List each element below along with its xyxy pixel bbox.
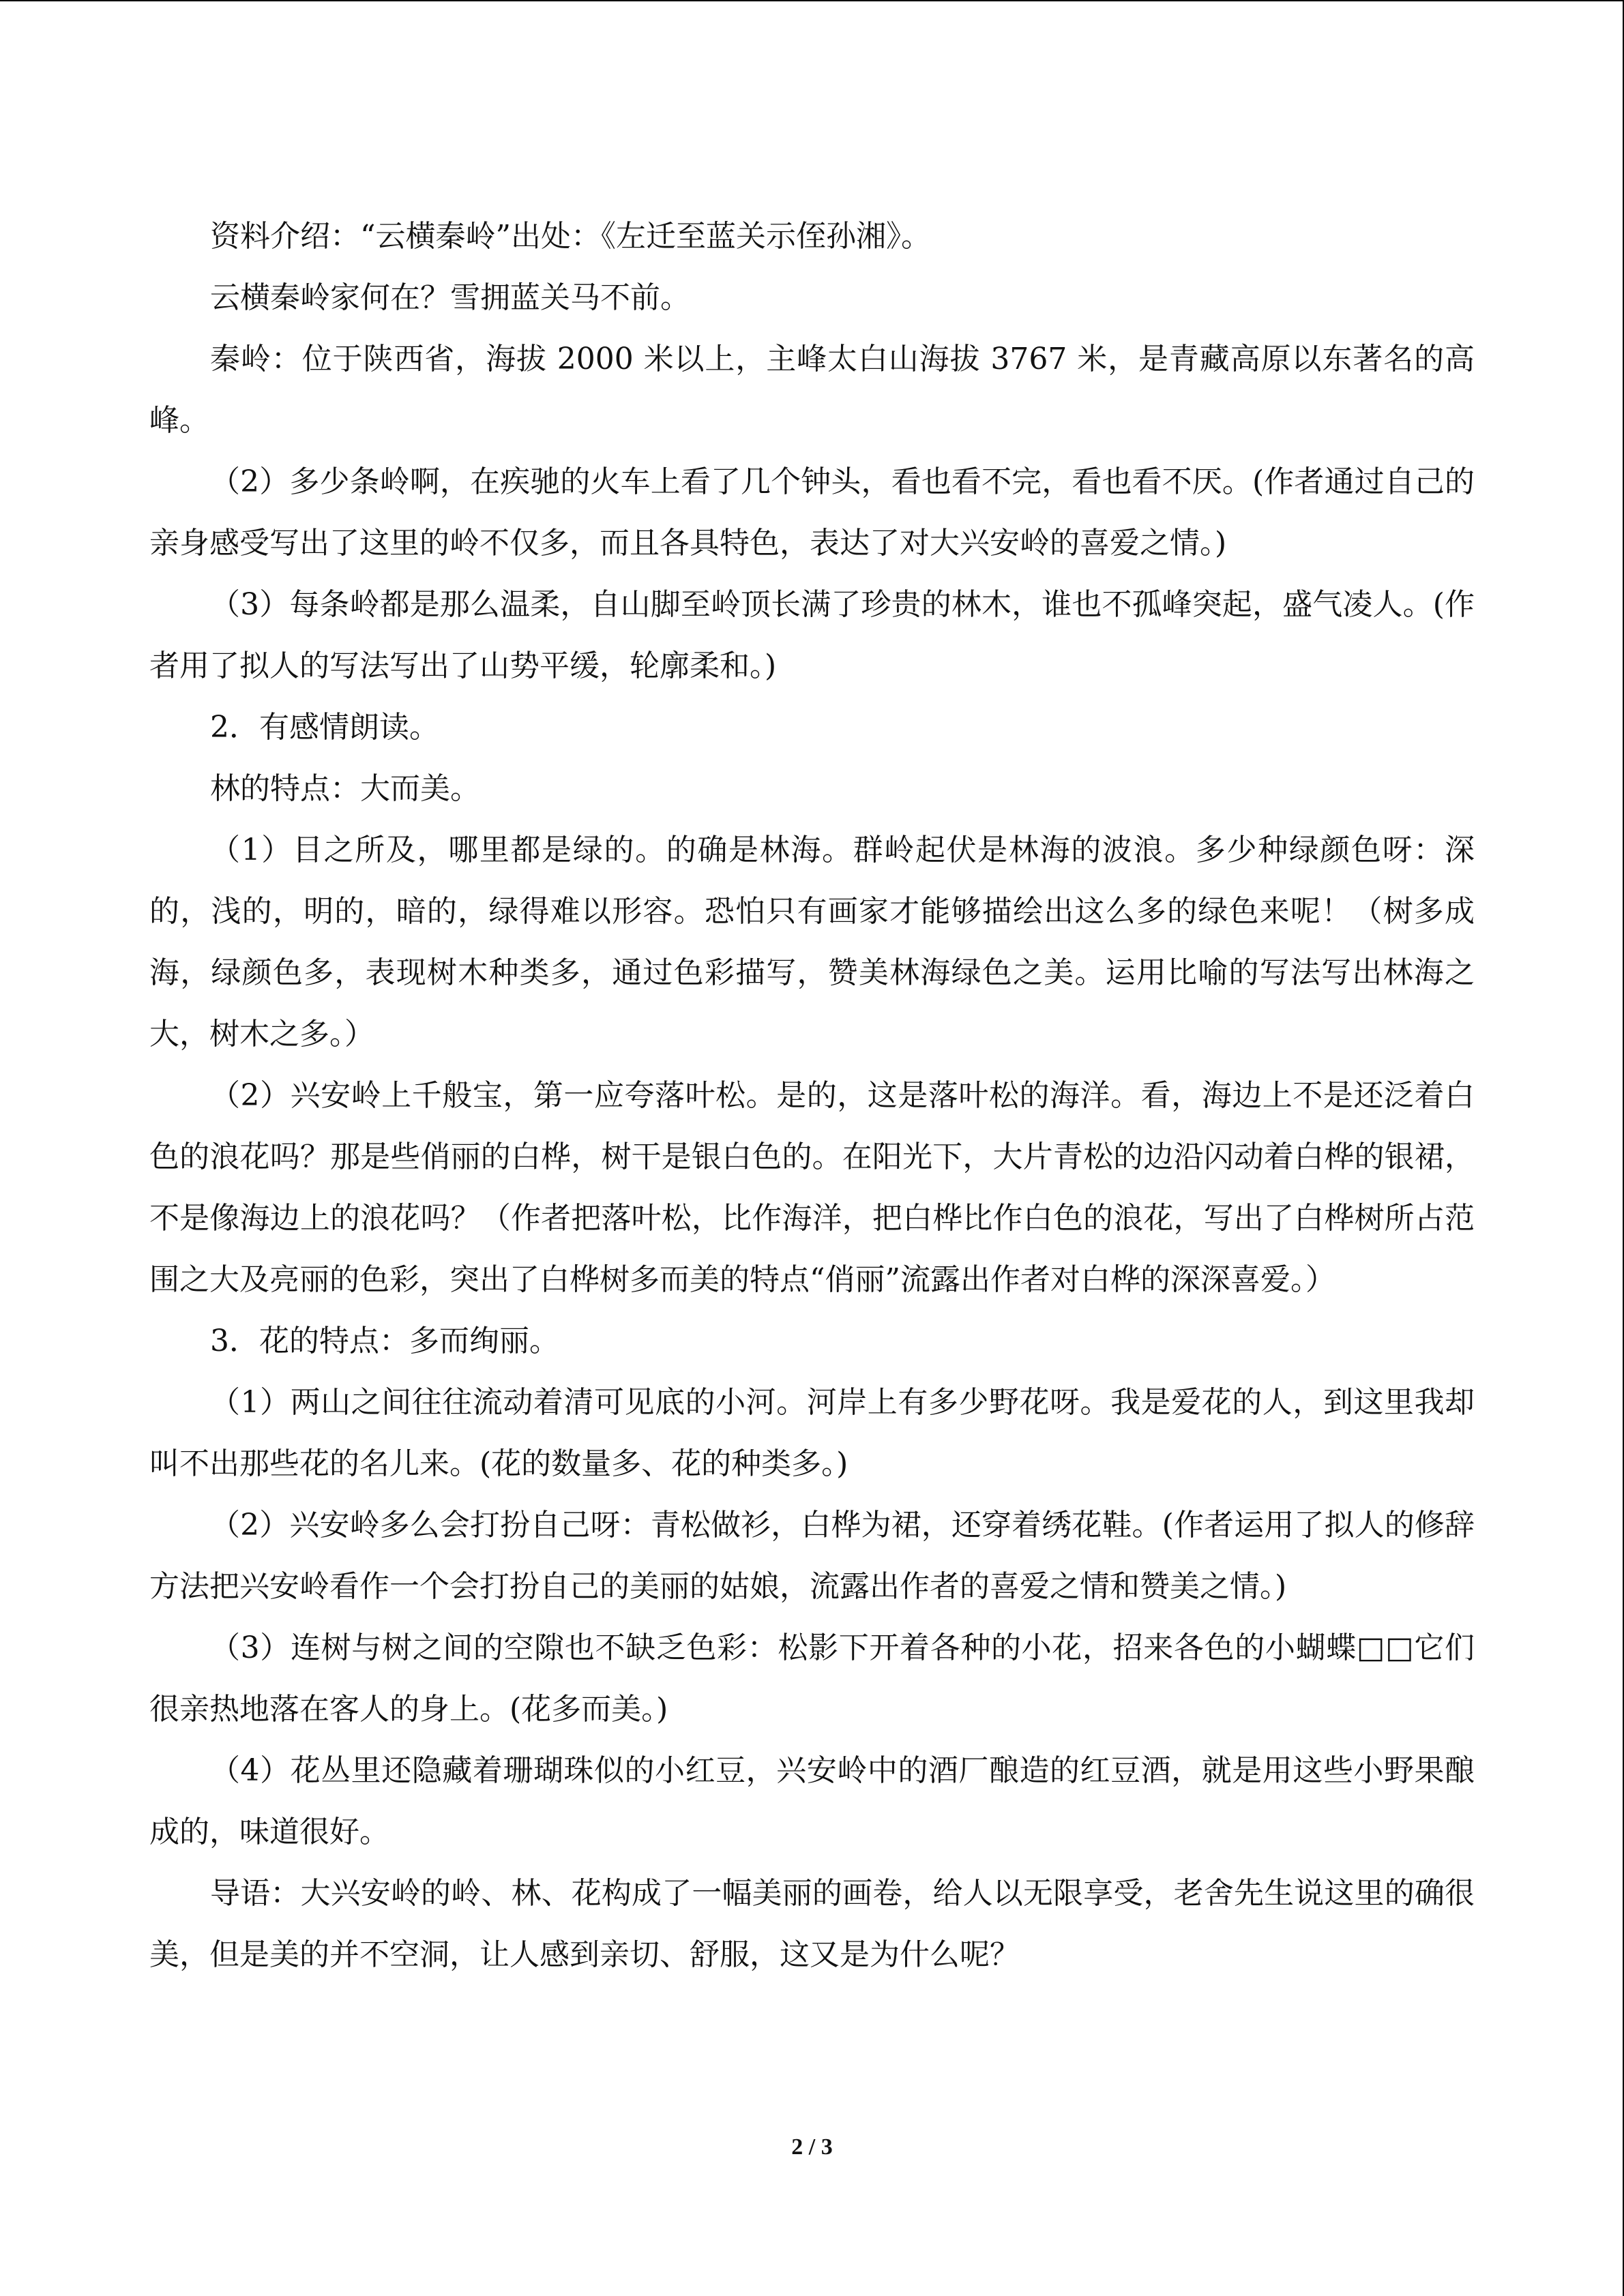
paragraph-flower-1: （1）两山之间往往流动着清可见底的小河。河岸上有多少野花呀。我是爱花的人，到这里我却叫不出那些花的名儿来。(花的数量多、花的种类多。) (149, 1385, 1475, 1481)
paragraph-forest-2: （2）兴安岭上千般宝，第一应夸落叶松。是的，这是落叶松的海洋。看，海边上不是还泛着白色的浪花吗？那是些俏丽的白桦，树干是银白色的。在阳光下，大片青松的边沿闪动着白桦的银裙，不是像海边上的浪花吗？（作者把落叶松，比作海洋，把白桦比作白色的浪花，写出了白桦树所占范围之大及亮丽的色彩，突出了白桦树多而美的特点“俏丽”流露出作者对白桦的深深喜爱。） (149, 1078, 1475, 1297)
paragraph-forest-1: （1）目之所及，哪里都是绿的。的确是林海。群岭起伏是林海的波浪。多少种绿颜色呀：深的，浅的，明的，暗的，绿得难以形容。恐怕只有画家才能够描绘出这么多的绿色来呢！（树多成海，绿颜色多，表现树木种类多，通过色彩描写，赞美林海绿色之美。运用比喻的写法写出林海之大，树木之多。） (149, 833, 1475, 1052)
paragraph-flower-2: （2）兴安岭多么会打扮自己呀：青松做衫，白桦为裙，还穿着绣花鞋。(作者运用了拟人的修辞方法把兴安岭看作一个会打扮自己的美丽的姑娘，流露出作者的喜爱之情和赞美之情。) (149, 1508, 1475, 1604)
paragraph-ling-2: （2）多少条岭啊，在疾驰的火车上看了几个钟头，看也看不完，看也看不厌。(作者通过自己的亲身感受写出了这里的岭不仅多，而且各具特色，表达了对大兴安岭的喜爱之情。) (149, 464, 1475, 561)
paragraph-flower-3: （3）连树与树之间的空隙也不缺乏色彩：松影下开着各种的小花，招来各色的小蝴蝶□□它们很亲热地落在客人的身上。(花多而美。) (149, 1630, 1475, 1727)
paragraph-guide: 导语：大兴安岭的岭、林、花构成了一幅美丽的画卷，给人以无限享受，老舍先生说这里的确很美，但是美的并不空洞，让人感到亲切、舒服，这又是为什么呢？ (149, 1876, 1475, 1972)
paragraph-section-3-heading: 3．花的特点：多而绚丽。 (210, 1324, 559, 1358)
paragraph-qinling-info: 秦岭：位于陕西省，海拔 2000 米以上，主峰太白山海拔 3767 米，是青藏高原以东著名的高峰。 (149, 342, 1475, 438)
document-body (149, 206, 1475, 1986)
page-number: 2 / 3 (791, 2134, 833, 2160)
paragraph-ling-3: （3）每条岭都是那么温柔，自山脚至岭顶长满了珍贵的林木，谁也不孤峰突起，盛气凌人。(作者用了拟人的写法写出了山势平缓，轮廓柔和。) (149, 587, 1475, 683)
paragraph-poem-line: 云横秦岭家何在？雪拥蓝关马不前。 (210, 280, 690, 315)
paragraph-source-intro: 资料介绍：“云横秦岭”出处：《左迁至蓝关示侄孙湘》。 (210, 219, 931, 254)
paragraph-flower-4: （4）花丛里还隐藏着珊瑚珠似的小红豆，兴安岭中的酒厂酿造的红豆酒，就是用这些小野果酿成的，味道很好。 (149, 1753, 1475, 1849)
paragraph-forest-feature: 林的特点：大而美。 (210, 771, 480, 806)
paragraph-section-2-heading: 2．有感情朗读。 (210, 710, 439, 745)
